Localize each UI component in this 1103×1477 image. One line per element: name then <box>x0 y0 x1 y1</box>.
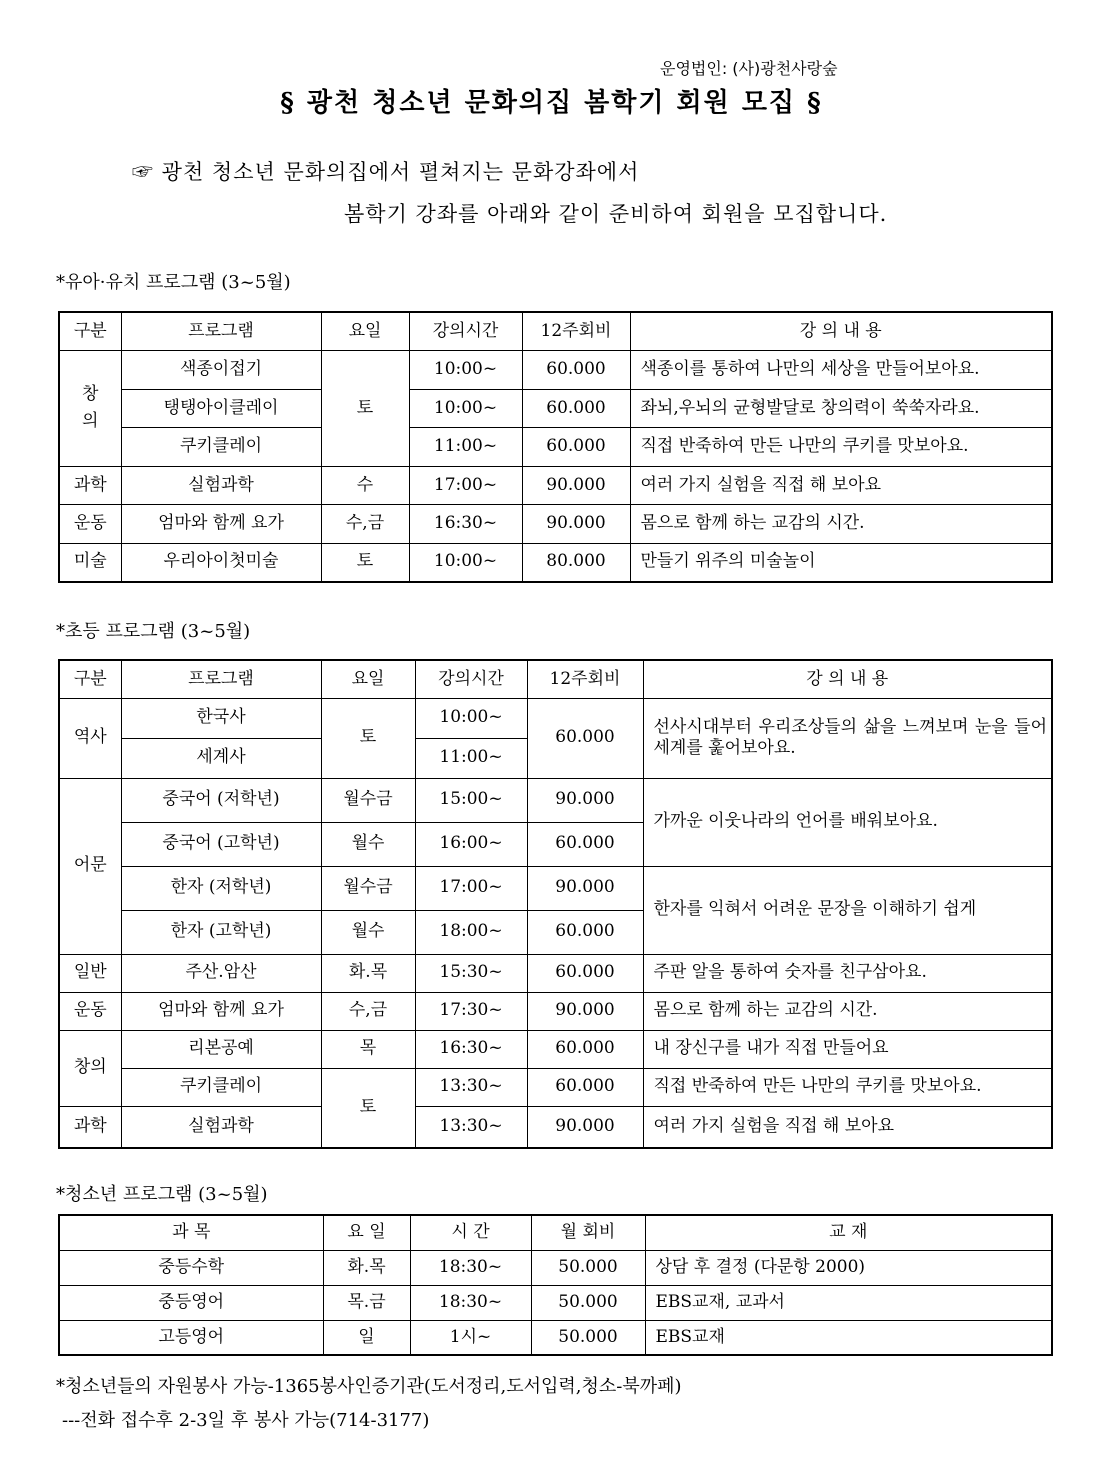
intro-line-1: ☞ 광천 청소년 문화의집에서 펼쳐지는 문화강좌에서 <box>132 160 640 184</box>
time-cell: 13:30~ <box>415 1068 527 1106</box>
header-day: 요일 <box>321 312 409 351</box>
header-category: 구분 <box>59 660 121 698</box>
youth-section-heading: *청소년 프로그램 (3~5월) <box>56 1184 268 1205</box>
table-row <box>59 466 1052 505</box>
time-cell: 15:00~ <box>415 778 527 822</box>
time-cell: 16:30~ <box>415 1030 527 1068</box>
category-cell: 과학 <box>59 466 121 505</box>
fee-cell: 60.000 <box>527 1030 643 1068</box>
table-row <box>59 428 1052 467</box>
program-name: 실험과학 <box>121 466 321 505</box>
time-cell: 18:00~ <box>415 910 527 954</box>
fee-cell: 60.000 <box>527 698 643 778</box>
header-book: 교 재 <box>645 1215 1052 1250</box>
day-cell: 월수 <box>321 910 415 954</box>
header-program: 프로그램 <box>121 660 321 698</box>
day-cell: 수,금 <box>321 505 409 544</box>
fee-cell: 50.000 <box>531 1285 645 1320</box>
description-cell: 몸으로 함께 하는 교감의 시간. <box>643 992 1052 1030</box>
header-day: 요일 <box>321 660 415 698</box>
header-time: 강의시간 <box>415 660 527 698</box>
table-row <box>59 698 1052 738</box>
day-cell: 토 <box>321 351 409 467</box>
program-name: 색종이접기 <box>121 351 321 390</box>
header-description: 강 의 내 용 <box>643 660 1052 698</box>
category-creative-top: 창 <box>82 384 99 405</box>
time-cell: 17:30~ <box>415 992 527 1030</box>
table-row <box>59 866 1052 910</box>
book-cell: EBS교재 <box>645 1320 1052 1355</box>
description-cell: 몸으로 함께 하는 교감의 시간. <box>630 505 1052 544</box>
table-row <box>59 992 1052 1030</box>
day-cell: 화.목 <box>323 1250 410 1285</box>
time-cell: 10:00~ <box>409 543 522 582</box>
program-name: 엄마와 함께 요가 <box>121 505 321 544</box>
program-name: 한국사 <box>121 698 321 738</box>
book-cell: EBS교재, 교과서 <box>645 1285 1052 1320</box>
fee-cell: 60.000 <box>527 822 643 866</box>
header-fee: 월 회비 <box>531 1215 645 1250</box>
program-name: 중국어 (고학년) <box>121 822 321 866</box>
subject-cell: 중등수학 <box>59 1250 323 1285</box>
fee-cell: 60.000 <box>522 389 630 428</box>
category-cell: 창의 <box>59 1030 121 1106</box>
header-day: 요 일 <box>323 1215 410 1250</box>
elementary-program-table <box>58 659 1053 1149</box>
table-row <box>59 954 1052 992</box>
time-cell: 11:00~ <box>409 428 522 467</box>
book-cell: 상담 후 결정 (다문항 2000) <box>645 1250 1052 1285</box>
time-cell: 16:00~ <box>415 822 527 866</box>
description-cell: 한자를 익혀서 어려운 문장을 이해하기 쉽게 <box>643 866 1052 954</box>
day-cell: 월수금 <box>321 866 415 910</box>
description-cell: 색종이를 통하여 나만의 세상을 만들어보아요. <box>630 351 1052 390</box>
table-header-row <box>59 1215 1052 1250</box>
time-cell: 16:30~ <box>409 505 522 544</box>
table-header-row <box>59 312 1052 351</box>
program-name: 쿠키클레이 <box>121 1068 321 1106</box>
day-cell: 월수금 <box>321 778 415 822</box>
category-creative-bottom: 의 <box>82 411 99 432</box>
time-cell: 15:30~ <box>415 954 527 992</box>
fee-cell: 90.000 <box>527 778 643 822</box>
time-cell: 1시~ <box>410 1320 531 1355</box>
description-cell: 가까운 이웃나라의 언어를 배워보아요. <box>643 778 1052 866</box>
table-row <box>59 778 1052 822</box>
fee-cell: 80.000 <box>522 543 630 582</box>
fee-cell: 60.000 <box>527 954 643 992</box>
header-fee: 12주회비 <box>522 312 630 351</box>
fee-cell: 90.000 <box>522 466 630 505</box>
description-cell: 여러 가지 실험을 직접 해 보아요 <box>630 466 1052 505</box>
subject-cell: 중등영어 <box>59 1285 323 1320</box>
table-row <box>59 1320 1052 1355</box>
header-description: 강 의 내 용 <box>630 312 1052 351</box>
time-cell: 17:00~ <box>409 466 522 505</box>
table-row <box>59 389 1052 428</box>
category-cell: 운동 <box>59 992 121 1030</box>
volunteer-contact-note: ---전화 접수후 2-3일 후 봉사 가능(714-3177) <box>62 1410 430 1431</box>
time-cell: 10:00~ <box>415 698 527 738</box>
table-row <box>59 1250 1052 1285</box>
table-row <box>59 1068 1052 1106</box>
fee-cell: 60.000 <box>522 351 630 390</box>
program-name: 한자 (저학년) <box>121 866 321 910</box>
program-name: 우리아이첫미술 <box>121 543 321 582</box>
header-subject: 과 목 <box>59 1215 323 1250</box>
day-cell: 일 <box>323 1320 410 1355</box>
intro-line-2: 봄학기 강좌를 아래와 같이 준비하여 회원을 모집합니다. <box>344 202 888 226</box>
description-cell: 직접 반죽하여 만든 나만의 쿠키를 맛보아요. <box>630 428 1052 467</box>
fee-cell: 90.000 <box>527 1106 643 1148</box>
description-cell: 직접 반죽하여 만든 나만의 쿠키를 맛보아요. <box>643 1068 1052 1106</box>
fee-cell: 50.000 <box>531 1250 645 1285</box>
time-cell: 11:00~ <box>415 738 527 778</box>
time-cell: 13:30~ <box>415 1106 527 1148</box>
fee-cell: 60.000 <box>527 1068 643 1106</box>
program-name: 한자 (고학년) <box>121 910 321 954</box>
description-cell: 여러 가지 실험을 직접 해 보아요 <box>643 1106 1052 1148</box>
table-row <box>59 1285 1052 1320</box>
program-name: 엄마와 함께 요가 <box>121 992 321 1030</box>
program-name: 실험과학 <box>121 1106 321 1148</box>
page-title: § 광천 청소년 문화의집 봄학기 회원 모집 § <box>280 88 823 118</box>
header-category: 구분 <box>59 312 121 351</box>
infant-program-table <box>58 311 1053 583</box>
infant-section-heading: *유아·유치 프로그램 (3~5월) <box>56 272 291 293</box>
description-cell: 만들기 위주의 미술놀이 <box>630 543 1052 582</box>
time-cell: 18:30~ <box>410 1285 531 1320</box>
day-cell: 토 <box>321 698 415 778</box>
fee-cell: 90.000 <box>527 866 643 910</box>
description-cell: 좌뇌,우뇌의 균형발달로 창의력이 쑥쑥자라요. <box>630 389 1052 428</box>
program-name: 주산.암산 <box>121 954 321 992</box>
subject-cell: 고등영어 <box>59 1320 323 1355</box>
fee-cell: 60.000 <box>527 910 643 954</box>
day-cell: 토 <box>321 543 409 582</box>
time-cell: 10:00~ <box>409 389 522 428</box>
description-cell: 주판 알을 통하여 숫자를 친구삼아요. <box>643 954 1052 992</box>
elementary-section-heading: *초등 프로그램 (3~5월) <box>56 621 251 642</box>
category-cell: 미술 <box>59 543 121 582</box>
description-cell: 선사시대부터 우리조상들의 삶을 느껴보며 눈을 들어 세계를 훑어보아요. <box>643 698 1052 778</box>
fee-cell: 60.000 <box>522 428 630 467</box>
program-name: 쿠키클레이 <box>121 428 321 467</box>
fee-cell: 90.000 <box>522 505 630 544</box>
header-program: 프로그램 <box>121 312 321 351</box>
program-name: 탱탱아이클레이 <box>121 389 321 428</box>
fee-cell: 90.000 <box>527 992 643 1030</box>
table-header-row <box>59 660 1052 698</box>
day-cell: 수 <box>321 466 409 505</box>
youth-program-table <box>58 1214 1053 1356</box>
table-row <box>59 351 1052 390</box>
day-cell: 수,금 <box>321 992 415 1030</box>
category-cell: 일반 <box>59 954 121 992</box>
table-row <box>59 505 1052 544</box>
description-cell: 내 장신구를 내가 직접 만들어요 <box>643 1030 1052 1068</box>
header-time: 강의시간 <box>409 312 522 351</box>
day-cell: 목.금 <box>323 1285 410 1320</box>
table-row <box>59 543 1052 582</box>
category-cell: 어문 <box>59 778 121 954</box>
program-name: 세계사 <box>121 738 321 778</box>
category-creative <box>59 351 121 467</box>
time-cell: 10:00~ <box>409 351 522 390</box>
time-cell: 18:30~ <box>410 1250 531 1285</box>
program-name: 중국어 (저학년) <box>121 778 321 822</box>
operator-label: 운영법인: (사)광천사랑숲 <box>660 59 838 78</box>
fee-cell: 50.000 <box>531 1320 645 1355</box>
category-cell: 역사 <box>59 698 121 778</box>
category-cell: 운동 <box>59 505 121 544</box>
table-row <box>59 1030 1052 1068</box>
day-cell: 화.목 <box>321 954 415 992</box>
program-name: 리본공예 <box>121 1030 321 1068</box>
time-cell: 17:00~ <box>415 866 527 910</box>
day-cell: 목 <box>321 1030 415 1068</box>
category-cell: 과학 <box>59 1106 121 1148</box>
header-time: 시 간 <box>410 1215 531 1250</box>
day-cell: 월수 <box>321 822 415 866</box>
table-row <box>59 1106 1052 1148</box>
header-fee: 12주회비 <box>527 660 643 698</box>
day-cell: 토 <box>321 1068 415 1148</box>
volunteer-note: *청소년들의 자원봉사 가능-1365봉사인증기관(도서정리,도서입력,청소-북까페) <box>56 1376 682 1397</box>
